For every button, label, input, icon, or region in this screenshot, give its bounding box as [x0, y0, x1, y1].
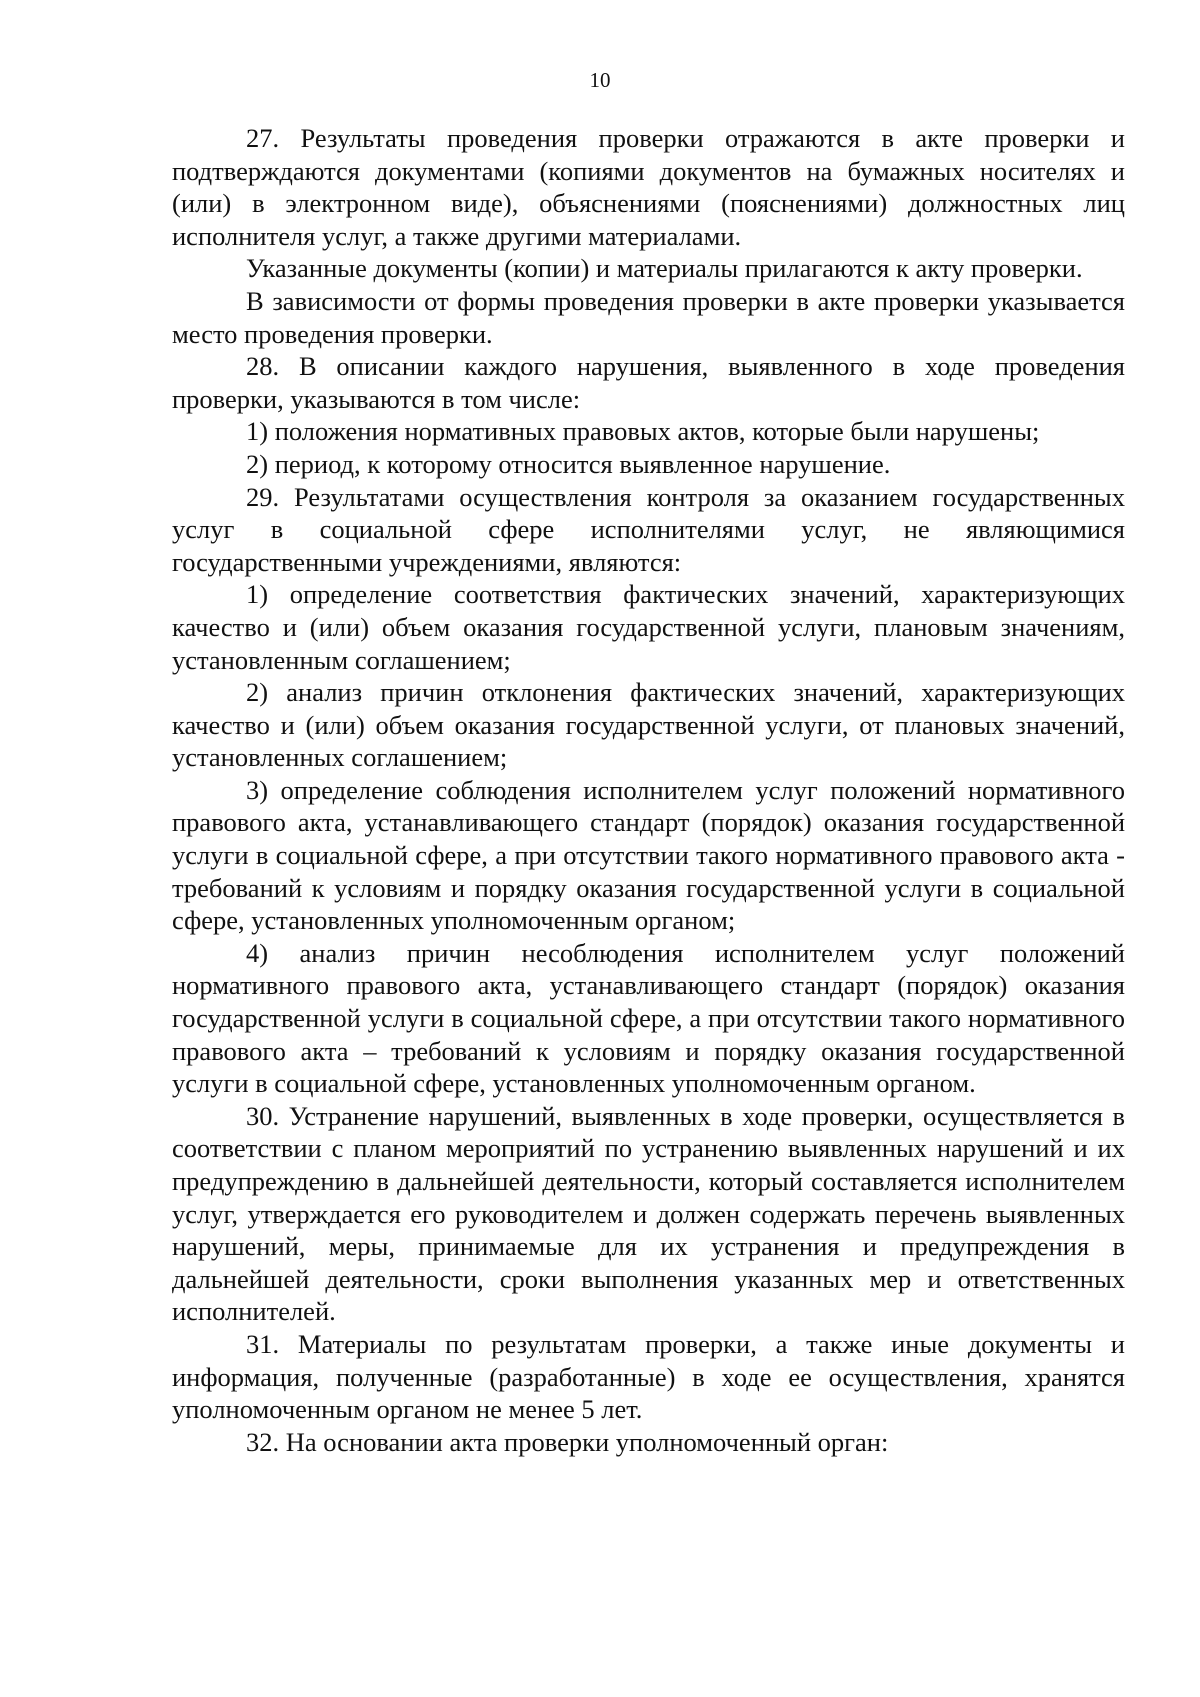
paragraph-28-violation-description: 28. В описании каждого нарушения, выявленного в ходе проведения проверки, указываются в том числе:	[172, 351, 1125, 414]
paragraph-27-results: 27. Результаты проведения проверки отражаются в акте проверки и подтверждаются документами (копиями документов на бумажных носителях и (или) в электронном виде), объяснениями (пояснениями) должностных лиц исполнителя услуг, а также другими материалами.	[172, 123, 1125, 251]
paragraph-29-control-results: 29. Результатами осуществления контроля за оказанием государственных услуг в социальной сфере исполнителями услуг, не являющимися государственными учреждениями, являются:	[172, 481, 1125, 577]
list-item-28-1: 1) положения нормативных правовых актов, которые были нарушены;	[246, 416, 1040, 447]
list-item-28-2: 2) период, к которому относится выявленное нарушение.	[246, 448, 891, 479]
list-item-29-4: 4) анализ причин несоблюдения исполнителем услуг положений нормативного правового акта, устанавливающего стандарт (порядок) оказания государственной услуги в социальной сфере, а при отсутствии такого нормативного правового акта – требований к условиям и порядку оказания государственной услуги в социальной сфере, установленных уполномоченным органом.	[172, 937, 1125, 1099]
paragraph-attached-documents: Указанные документы (копии) и материалы прилагаются к акту проверки.	[246, 253, 1083, 284]
list-item-29-1: 1) определение соответствия фактических значений, характеризующих качество и (или) объем оказания государственной услуги, плановым значениям, установленным соглашением;	[172, 579, 1125, 675]
page-number: 10	[589, 68, 611, 92]
paragraph-inspection-place: В зависимости от формы проведения проверки в акте проверки указывается место проведения проверки.	[172, 285, 1125, 349]
list-item-29-2: 2) анализ причин отклонения фактических значений, характеризующих качество и (или) объем оказания государственной услуги, от плановых значений, установленных соглашением;	[172, 677, 1125, 773]
paragraph-30-elimination: 30. Устранение нарушений, выявленных в ходе проверки, осуществляется в соответствии с планом мероприятий по устранению выявленных нарушений и их предупреждению в дальнейшей деятельности, который составляется исполнителем услуг, утверждается его руководителем и должен содержать перечень выявленных нарушений, меры, принимаемые для их устранения и предупреждения в дальнейшей деятельности, сроки выполнения указанных мер и ответственных исполнителей.	[172, 1100, 1125, 1327]
paragraph-31-materials-storage: 31. Материалы по результатам проверки, а также иные документы и информация, полученные (разработанные) в ходе ее осуществления, хранятся уполномоченным органом не менее 5 лет.	[172, 1328, 1125, 1425]
list-item-29-3: 3) определение соблюдения исполнителем услуг положений нормативного правового акта, устанавливающего стандарт (порядок) оказания государственной услуги в социальной сфере, а при отсутствии такого нормативного правового акта - требований к условиям и порядку оказания государственной услуги в социальной сфере, установленных уполномоченным органом;	[172, 774, 1125, 936]
paragraph-32-authority-actions: 32. На основании акта проверки уполномоченный орган:	[246, 1426, 889, 1457]
document-body	[172, 122, 1125, 1458]
